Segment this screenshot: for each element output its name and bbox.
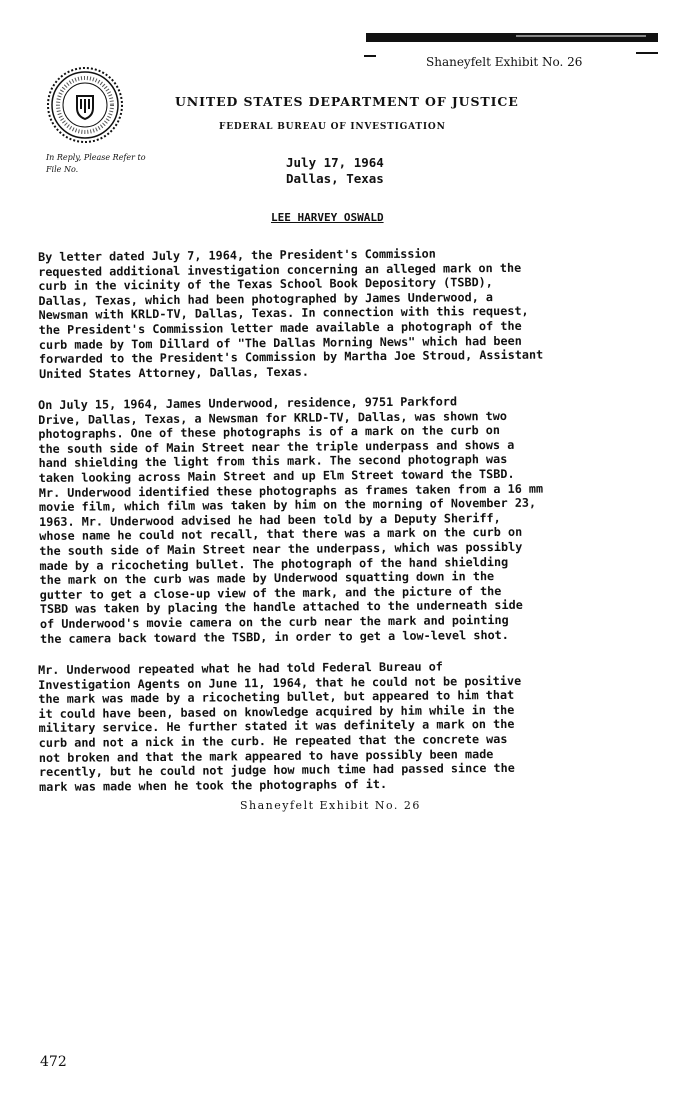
paragraph: Mr. Underwood repeated what he had told Federal Bureau of Investigation Agents on June 11, 1964, that he could not be positive the mark was made by a ricocheting bullet, but appeared to him that it could have been, based on knowledge acquired by him while in the military service. He further stated it was definitely a mark on the curb and not a nick in the curb. He repeated that the concrete was not broken and that the mark appeared to have possibly been made recently, but he could not judge how much time had passed since the mark was made when he took the photographs of it. — [38, 659, 522, 795]
paragraph: By letter dated July 7, 1964, the President's Commission requested additional investigation concerning an alleged mark on the curb in the vicinity of the Texas School Book Depository (TSBD), Dallas, Texas, which had been photographed by James Underwood, a Newsman with KRLD-TV, Dallas, Texas. In connection with this request, the President's Commission letter made available a photograph of the curb made by Tom Dillard of "The Dallas Morning News" which had been forwarded to the President's Commission by Martha Joe Stroud, Assistant United States Attorney, Dallas, Texas. — [38, 246, 544, 381]
letter-place: Dallas, Texas — [286, 171, 384, 186]
dateline — [286, 155, 384, 187]
top-dash-mark — [364, 55, 376, 57]
bureau-name: FEDERAL BUREAU OF INVESTIGATION — [219, 122, 446, 132]
footer-exhibit-label: Shaneyfelt Exhibit No. 26 — [240, 799, 421, 812]
department-name: UNITED STATES DEPARTMENT OF JUSTICE — [175, 94, 519, 109]
letter-date: July 17, 1964 — [286, 155, 384, 170]
letter-body — [38, 246, 642, 812]
doj-seal-icon — [46, 66, 124, 144]
paragraph: On July 15, 1964, James Underwood, residence, 9751 Parkford Drive, Dallas, Texas, a Newsman for KRLD-TV, Dallas, was shown two photographs. One of these photographs is of a mark on the curb on the south side of Main Street near the triple underpass and shows a hand shielding the light from this mark. The second photograph was taken looking across Main Street and up Elm Street toward the TSBD. Mr. Underwood identified these photographs as frames taken from a 16 mm movie film, which film was taken by him on the morning of November 23, 1963. Mr. Underwood advised he had been told by a Deputy Sheriff, whose name he could not recall, that there was a mark on the curb on the south side of Main Street near the underpass, which was possibly made by a ricocheting bullet. The photograph of the hand shielding the mark on the curb was made by Underwood squatting down in the gutter to get a close-up view of the mark, and the picture of the TSBD was taken by placing the handle attached to the underneath side of Underwood's movie camera on the curb near the mark and pointing the camera back toward the TSBD, in order to get a low-level shot. — [38, 394, 544, 646]
subject-title: LEE HARVEY OSWALD — [271, 211, 384, 224]
reply-reference — [46, 152, 176, 176]
top-redaction-bar — [366, 33, 658, 42]
file-no-line: File No. — [46, 165, 79, 174]
top-dash-mark-right — [636, 52, 658, 54]
reply-line: In Reply, Please Refer to — [46, 153, 146, 162]
page-number: 472 — [40, 1054, 67, 1070]
exhibit-label: Shaneyfelt Exhibit No. 26 — [426, 55, 583, 69]
